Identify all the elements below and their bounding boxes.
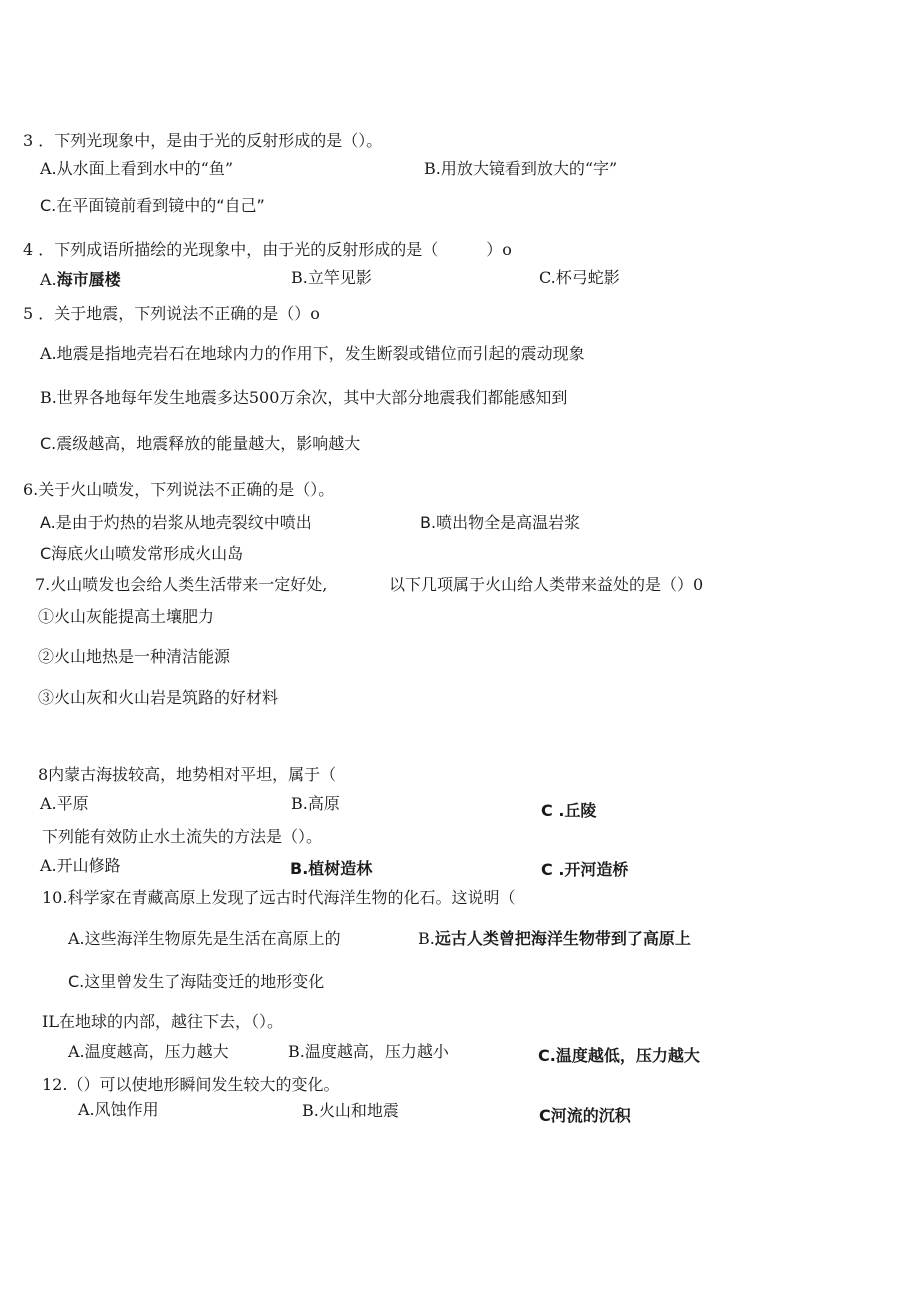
q12-stem: 12.（）可以使地形瞬间发生较大的变化。: [42, 1075, 340, 1094]
q6-option-b: B.喷出物全是高温岩浆: [420, 513, 581, 532]
q8-option-a: A.平原: [40, 794, 89, 813]
q5-option-c: C.震级越高，地震释放的能量越大，影响越大: [40, 434, 361, 453]
q12-option-a: A.风蚀作用: [78, 1100, 159, 1119]
q12-option-b: B.火山和地震: [302, 1101, 399, 1120]
q9-option-a: A.开山修路: [40, 856, 121, 875]
q6-stem: 6.关于火山喷发，下列说法不正确的是（）。: [23, 480, 335, 499]
q5-option-b: B.世界各地每年发生地震多达500万余次，其中大部分地震我们都能感知到: [40, 388, 568, 407]
q6-option-a: A.是由于灼热的岩浆从地壳裂纹中喷出: [40, 513, 312, 532]
q7-item-2: ②火山地热是一种清洁能源: [38, 647, 231, 666]
q7-stem-part2: 以下几项属于火山给人类带来益处的是（）0: [389, 575, 704, 594]
q10-option-c: C.这里曾发生了海陆变迁的地形变化: [68, 972, 325, 991]
q9-option-c: C .开河造桥: [541, 860, 629, 879]
q10-option-b-text: 远古人类曾把海洋生物带到了高原上: [434, 929, 691, 948]
q4-option-a: [40, 272, 121, 289]
q11-option-c: C.温度越低，压力越大: [538, 1046, 700, 1065]
q3-option-b: B.用放大镜看到放大的“字”: [424, 159, 618, 178]
q7-stem-part1: 7.火山喷发也会给人类生活带来一定好处,: [35, 575, 328, 594]
q9-stem: 下列能有效防止水土流失的方法是（）。: [42, 827, 323, 846]
q7-item-3: ③火山灰和火山岩是筑路的好材料: [38, 688, 279, 707]
q7-item-1: ①火山灰能提高土壤肥力: [38, 607, 215, 626]
q5-stem: 5 ．关于地震，下列说法不正确的是（）o: [23, 304, 320, 323]
q11-option-a: A.温度越高，压力越大: [68, 1042, 229, 1061]
q4-option-a-text: 海市蜃楼: [56, 270, 121, 289]
q8-stem: 8内蒙古海拔较高，地势相对平坦，属于（: [38, 765, 337, 784]
q6-option-c: C海底火山喷发常形成火山岛: [40, 544, 244, 563]
q5-option-a: A.地震是指地壳岩石在地球内力的作用下，发生断裂或错位而引起的震动现象: [40, 344, 585, 363]
q9-option-b: B.植树造林: [290, 859, 373, 878]
q10-option-a: A.这些海洋生物原先是生活在高原上的: [68, 929, 341, 948]
q3-stem: 3 ．下列光现象中，是由于光的反射形成的是（）。: [23, 131, 383, 150]
q3-option-c: C.在平面镜前看到镜中的“自己”: [40, 196, 265, 215]
q3-option-a: A.从水面上看到水中的“鱼”: [40, 159, 234, 178]
q10-option-b-prefix: B.: [418, 929, 435, 948]
q11-option-b: B.温度越高，压力越小: [288, 1042, 449, 1061]
q12-option-c: C河流的沉积: [539, 1106, 631, 1125]
q8-option-c: C .丘陵: [541, 801, 597, 820]
q4-stem: 4 ．下列成语所描绘的光现象中，由于光的反射形成的是（ ）o: [23, 240, 512, 259]
q11-stem: IL在地球的内部，越往下去，（）。: [42, 1012, 283, 1031]
q10-option-b: [418, 931, 691, 948]
q10-stem: 10.科学家在青藏高原上发现了远古时代海洋生物的化石。这说明（: [42, 888, 516, 907]
q4-option-b: B.立竿见影: [291, 268, 372, 287]
q4-option-a-prefix: A.: [40, 270, 57, 289]
q8-option-b: B.高原: [291, 794, 340, 813]
q4-option-c: C.杯弓蛇影: [539, 268, 620, 287]
